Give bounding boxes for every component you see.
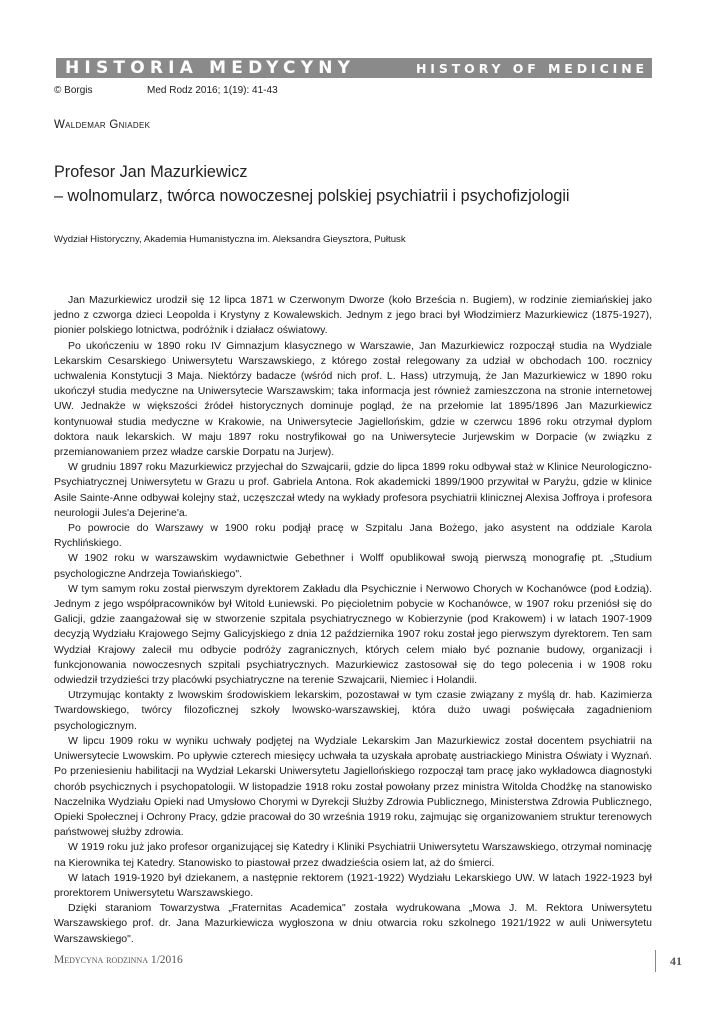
paragraph: Jan Mazurkiewicz urodził się 12 lipca 1871 w Czerwonym Dworze (koło Brześcia n. Bugiem), w rodzinie ziemiańskiej jako jedno z czworga dzieci Leopolda i Krystyny z Kowalewskich. Jednym z jego braci był Włodzimierz Mazurkiewicz (1875-1927), pionier polskiego lotnictwa, podróżnik i działacz oświatowy. [54,294,652,337]
paragraph: Dzięki staraniom Towarzystwa „Fraternitas Academica" została wydrukowana „Mowa J. M. Rektora Uniwersytetu Warszawskiego prof. dr. Jana Mazurkiewicza wygłoszona w dniu otwarcia roku szkolnego 1921/1922 w auli Uniwersytetu Warszawskiego". [54,902,652,945]
copyright-notice: © Borgis [54,85,93,96]
paragraph: W 1919 roku już jako profesor organizującej się Katedry i Kliniki Psychiatrii Uniwersytetu Warszawskiego, otrzymał nominację na Kierownika tej Katedry. Stanowisko to piastował przez dwadzieścia osiem lat, aż do śmierci. [54,841,652,869]
paragraph: Utrzymując kontakty z lwowskim środowiskiem lekarskim, pozostawał w tym czasie związany z myślą dr. hab. Kazimierza Twardowskiego, twórcy filozoficznej szkoły lwowsko-warszawskiej, która dużo uwagi poświęcała zagadnieniom psychologicznym. [54,689,652,732]
section-label-en: HISTORY OF MEDICINE [415,60,648,76]
article-title [54,160,674,208]
title-line-2: – wolnomularz, twórca nowoczesnej polskiej psychiatrii i psychofizjologii [54,187,570,205]
section-banner [56,58,652,78]
article-body [54,293,652,947]
citation-line [54,85,278,96]
paragraph: W grudniu 1897 roku Mazurkiewicz przyjechał do Szwajcarii, gdzie do lipca 1899 roku odbywał staż w Klinice Neurologiczno-Psychiatrycznej Uniwersytetu w Grazu u prof. Gabriela Antona. Rok akademicki 1899/1900 przywitał w Paryżu, gdzie w klinice Asile Sainte-Anne odbywał kolejny staż, uczęszczał wtedy na wykłady profesora psychiatrii klinicznej Alexisa Joffroya i profesora neurologii Jules'a Dejerine'a. [54,461,652,519]
paragraph: Po powrocie do Warszawy w 1900 roku podjął pracę w Szpitalu Jana Bożego, jako asystent na oddziale Karola Rychlińskiego. [54,522,652,550]
page-number: 41 [670,954,682,968]
footer-divider [655,950,656,972]
footer-journal: Medycyna rodzinna 1/2016 [54,954,183,966]
author-affiliation: Wydział Historyczny, Akademia Humanistyczna im. Aleksandra Gieysztora, Pułtusk [54,234,406,245]
paragraph: W 1902 roku w warszawskim wydawnictwie Gebethner i Wolff opublikował swoją pierwszą monografię pt. „Studium psychologiczne Andrzeja Towiańskiego". [54,552,652,580]
journal-reference: Med Rodz 2016; 1(19): 41-43 [147,85,278,96]
paragraph: W tym samym roku został pierwszym dyrektorem Zakładu dla Psychicznie i Nerwowo Chorych w Kochanówce (pod Łodzią). Jednym z jego współpracowników był Witold Łuniewski. Po pięcioletnim pobycie w Kochanówce, w 1907 roku przeniósł się do Galicji, gdzie zaangażował się w stworzenie szpitala psychiatrycznego w Kobierzynie (pod Krakowem) i w latach 1907-1909 decyzją Wydziału Krajowego Sejmy Galicyjskiego z dnia 12 października 1907 roku został jego pierwszym dyrektorem. Ten sam Wydział Krajowy zalecił mu odbycie podróży zagranicznych, których celem miało być poznanie budowy, organizacji i funkcjonowania nowoczesnych szpitali psychiatrycznych. Mazurkiewicz zastosował się do tego polecenia i w 1908 roku odwiedził trzydzieści trzy placówki psychiatryczne na terenie Szwajcarii, Niemiec i Holandii. [54,582,652,687]
author-name: Waldemar Gniadek [54,119,151,131]
paragraph: W latach 1919-1920 był dziekanem, a następnie rektorem (1921-1922) Wydziału Lekarskiego UW. W latach 1922-1923 był prorektorem Uniwersytetu Warszawskiego. [54,871,652,899]
section-label-pl: HISTORIA MEDYCYNY [65,58,356,78]
paragraph: Po ukończeniu w 1890 roku IV Gimnazjum klasycznego w Warszawie, Jan Mazurkiewicz rozpoczął studia na Wydziale Lekarskim Cesarskiego Uniwersytetu Warszawskiego, z którego został relegowany za udział w obchodach 100. rocznicy uchwalenia Konstytucji 3 Maja. Niektórzy badacze (wśród nich prof. L. Hass) utrzymują, że Jan Mazurkiewicz w 1890 roku ukończył studia medyczne na Uniwersytecie Warszawskim; taka informacja jest również zamieszczona na stronie internetowej UW. Jednakże w większości źródeł historycznych dominuje pogląd, że na przełomie lat 1895/1896 Jan Mazurkiewicz kontynuował studia medyczne w Krakowie, na Uniwersytecie Jagiellońskim, gdzie w czerwcu 1896 roku otrzymał dyplom doktora nauk lekarskich. W maju 1897 roku nostryfikował go na Uniwersytecie Jurjewskim w Dorpacie (w związku z przemianowaniem przez władze carskie Dorpatu na Jurjew). [54,339,652,459]
title-line-1: Profesor Jan Mazurkiewicz [54,163,248,181]
paragraph: W lipcu 1909 roku w wyniku uchwały podjętej na Wydziale Lekarskim Jan Mazurkiewicz został docentem psychiatrii na Uniwersytecie Lwowskim. Po upływie czterech miesięcy uchwała ta uzyskała aprobatę austriackiego Ministra Oświaty i Wyznań. Po przeniesieniu habilitacji na Wydział Lekarski Uniwersytetu Jagiellońskiego rozpoczął tam pracę jako wykładowca diagnostyki chorób psychicznych i psychopatologii. W listopadzie 1918 roku został powołany przez ministra Witolda Chodźkę na stanowisko Naczelnika Wydziału Opieki nad Umysłowo Chorymi w Dyrekcji Służby Zdrowia Publicznego, Ministerstwa Zdrowia Publicznego, Opieki Społecznej i Ochrony Pracy, gdzie pracował do 30 września 1919 roku, zajmując się organizowaniem struktur terenowych państwowej służby zdrowia. [54,734,652,839]
